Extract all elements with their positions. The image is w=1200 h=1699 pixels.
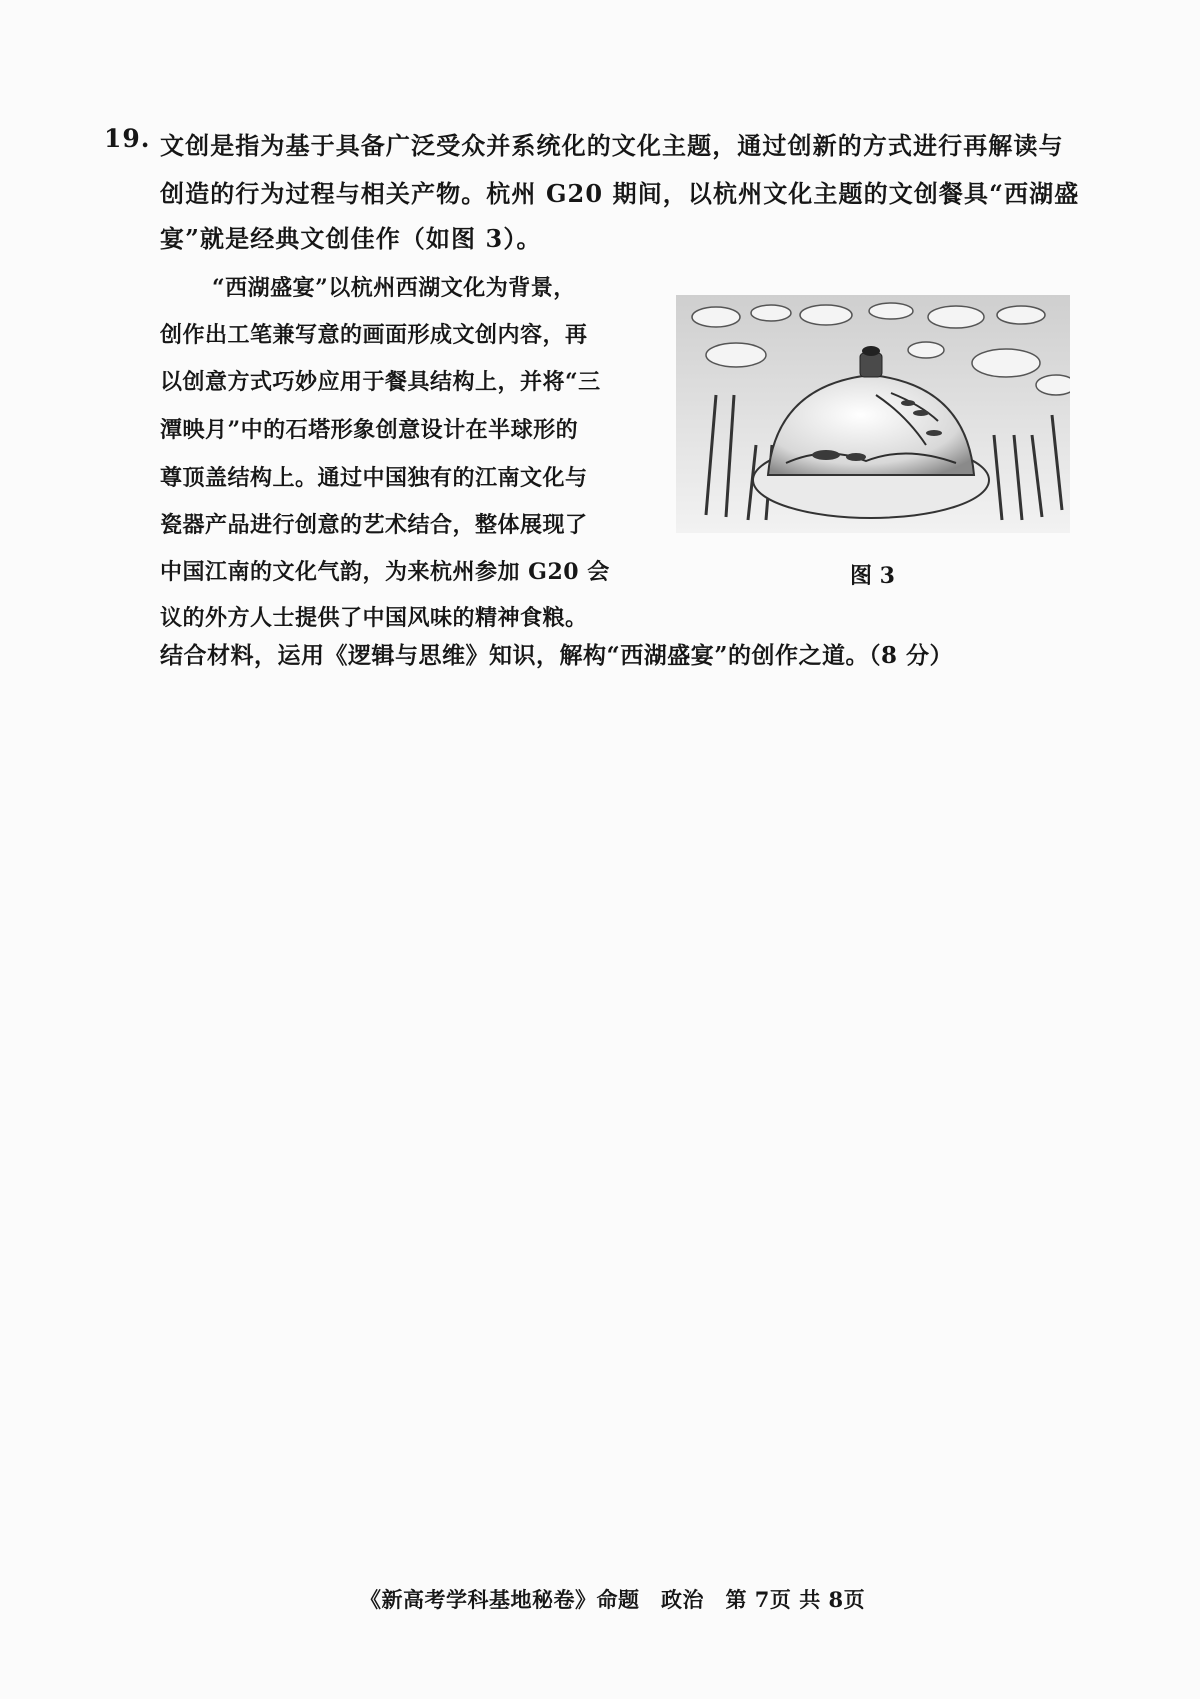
question-line-3: 宴”就是经典文创佳作（如图 3）。 xyxy=(160,224,542,253)
figure-caption: 图 3 xyxy=(850,563,895,589)
material-line-1: “西湖盛宴”以杭州西湖文化为背景， xyxy=(212,275,576,301)
material-line-8: 议的外方人士提供了中国风味的精神食粮。 xyxy=(160,605,588,631)
material-line-7: 中国江南的文化气韵，为来杭州参加 G20 会 xyxy=(160,559,610,585)
tableware-photo xyxy=(676,295,1070,533)
question-line-1: 文创是指为基于具备广泛受众并系统化的文化主题，通过创新的方式进行再解读与 xyxy=(160,131,1064,160)
question-prompt: 结合材料，运用《逻辑与思维》知识，解构“西湖盛宴”的创作之道。（8 分） xyxy=(160,642,953,669)
question-line-2: 创造的行为过程与相关产物。杭州 G20 期间，以杭州文化主题的文创餐具“西湖盛 xyxy=(160,179,1080,208)
material-line-5: 尊顶盖结构上。通过中国独有的江南文化与 xyxy=(160,465,588,491)
material-line-4: 潭映月”中的石塔形象创意设计在半球形的 xyxy=(160,417,579,443)
question-number: 19. xyxy=(104,124,151,153)
material-line-2: 创作出工笔兼写意的画面形成文创内容，再 xyxy=(160,322,588,348)
material-line-6: 瓷器产品进行创意的艺术结合，整体展现了 xyxy=(160,512,588,538)
material-line-3: 以创意方式巧妙应用于餐具结构上，并将“三 xyxy=(160,369,601,395)
page-footer: 《新高考学科基地秘卷》命题 政治 第 7页 共 8页 xyxy=(360,1587,866,1612)
